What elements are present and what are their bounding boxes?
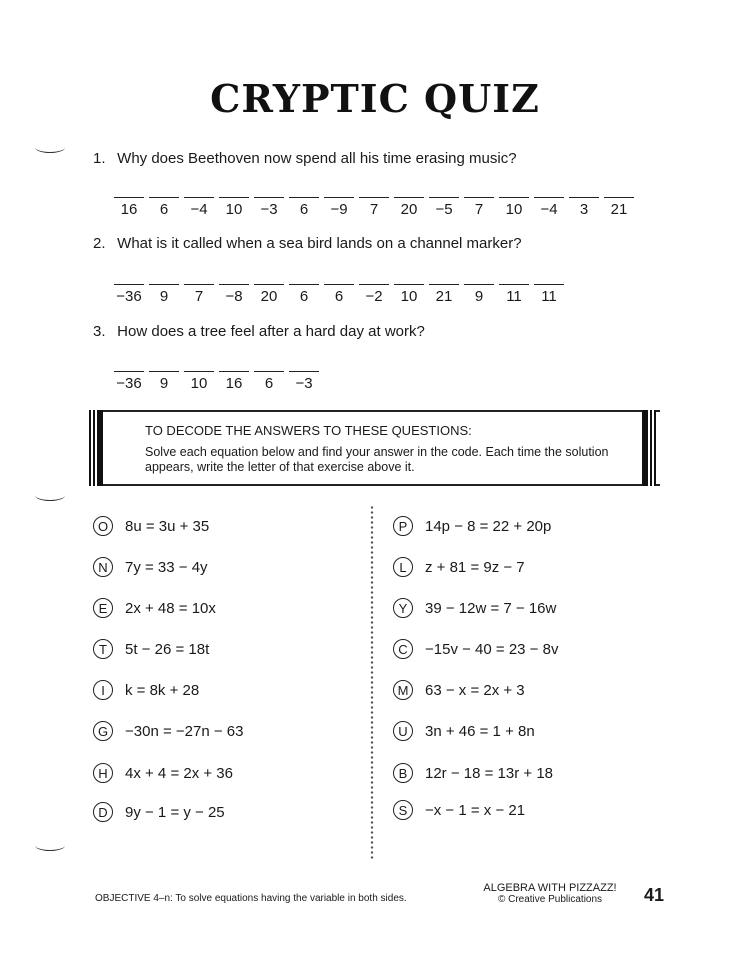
question-number: 1.	[93, 150, 106, 167]
letter-circle: C	[393, 639, 413, 659]
answer-blanks-2	[114, 284, 569, 305]
answer-blank[interactable]: −3	[254, 197, 284, 218]
equation: 2x + 48 = 10x	[125, 599, 216, 617]
exercise-G	[93, 721, 243, 741]
equation: k = 8k + 28	[125, 681, 200, 699]
box-border-bars-left	[89, 410, 107, 486]
equation: 9y − 1 = y − 25	[125, 803, 225, 821]
question-text: Why does Beethoven now spend all his time erasing music?	[117, 150, 517, 167]
answer-blank[interactable]: 6	[254, 371, 284, 392]
decode-heading: TO DECODE THE ANSWERS TO THESE QUESTIONS:	[145, 423, 472, 438]
question-3	[93, 323, 425, 340]
answer-blanks-3	[114, 371, 324, 392]
exercise-S	[393, 800, 525, 820]
exercise-D	[93, 802, 225, 822]
answer-blank[interactable]: 11	[499, 284, 529, 305]
question-text: How does a tree feel after a hard day at work?	[117, 323, 425, 340]
letter-circle: G	[93, 721, 113, 741]
answer-blank[interactable]: 6	[149, 197, 179, 218]
equation: −30n = −27n − 63	[125, 722, 244, 740]
equation: 8u = 3u + 35	[125, 517, 210, 535]
letter-circle: D	[93, 802, 113, 822]
answer-blank[interactable]: −8	[219, 284, 249, 305]
objective-text: OBJECTIVE 4–n: To solve equations having the variable in both sides.	[95, 893, 407, 904]
answer-blank[interactable]: −4	[534, 197, 564, 218]
column-divider	[370, 505, 374, 860]
answer-blank[interactable]: 21	[429, 284, 459, 305]
equation: −15v − 40 = 23 − 8v	[425, 640, 559, 658]
letter-circle: E	[93, 598, 113, 618]
decode-instructions-box	[89, 410, 660, 486]
exercise-E	[93, 598, 216, 618]
question-number: 2.	[93, 235, 106, 252]
answer-blank[interactable]: −3	[289, 371, 319, 392]
exercise-M	[393, 680, 525, 700]
equation: z + 81 = 9z − 7	[425, 558, 525, 576]
exercise-Y	[393, 598, 556, 618]
page-number: 41	[644, 885, 665, 905]
exercise-P	[393, 516, 551, 536]
answer-blank[interactable]: 10	[499, 197, 529, 218]
letter-circle: U	[393, 721, 413, 741]
answer-blank[interactable]: 6	[289, 284, 319, 305]
question-number: 3.	[93, 323, 106, 340]
answer-blank[interactable]: 9	[149, 371, 179, 392]
decode-instructions: Solve each equation below and find your answer in the code. Each time the solution appears, write the letter of that exercise above it.	[145, 445, 609, 474]
letter-circle: H	[93, 763, 113, 783]
letter-circle: P	[393, 516, 413, 536]
answer-blank[interactable]: 9	[149, 284, 179, 305]
answer-blank[interactable]: −9	[324, 197, 354, 218]
answer-blank[interactable]: 16	[114, 197, 144, 218]
letter-circle: O	[93, 516, 113, 536]
letter-circle: I	[93, 680, 113, 700]
copyright: © Creative Publications	[497, 894, 603, 905]
box-border-bars-right	[642, 410, 660, 486]
exercise-H	[93, 763, 233, 783]
equation: 39 − 12w = 7 − 16w	[425, 599, 557, 617]
punch-hole-mark-top	[35, 142, 65, 153]
answer-blank[interactable]: 11	[534, 284, 564, 305]
equation: 4x + 4 = 2x + 36	[125, 764, 233, 782]
exercise-I	[93, 680, 199, 700]
exercise-C	[393, 639, 558, 659]
book-title: ALGEBRA WITH PIZZAZZ!	[483, 882, 617, 894]
answer-blank[interactable]: −4	[184, 197, 214, 218]
answer-blank[interactable]: 10	[184, 371, 214, 392]
equation: 14p − 8 = 22 + 20p	[425, 517, 552, 535]
equation: 7y = 33 − 4y	[125, 558, 208, 576]
answer-blank[interactable]: 10	[219, 197, 249, 218]
question-2	[93, 235, 522, 252]
question-text: What is it called when a sea bird lands on a channel marker?	[117, 235, 522, 252]
answer-blank[interactable]: 7	[359, 197, 389, 218]
equation: 63 − x = 2x + 3	[425, 681, 525, 699]
equation: −x − 1 = x − 21	[425, 801, 526, 819]
exercise-B	[393, 763, 553, 783]
page-title: CRYPTIC QUIZ	[210, 76, 540, 121]
punch-hole-mark-bottom	[35, 840, 65, 851]
answer-blank[interactable]: 20	[394, 197, 424, 218]
answer-blank[interactable]: 9	[464, 284, 494, 305]
exercise-U	[393, 721, 535, 741]
question-1	[93, 150, 517, 167]
exercise-T	[93, 639, 209, 659]
letter-circle: M	[393, 680, 413, 700]
answer-blank[interactable]: −36	[114, 371, 144, 392]
answer-blank[interactable]: 7	[184, 284, 214, 305]
letter-circle: Y	[393, 598, 413, 618]
answer-blank[interactable]: 16	[219, 371, 249, 392]
exercise-N	[93, 557, 208, 577]
answer-blank[interactable]: −2	[359, 284, 389, 305]
letter-circle: B	[393, 763, 413, 783]
answer-blank[interactable]: 10	[394, 284, 424, 305]
letter-circle: L	[393, 557, 413, 577]
answer-blank[interactable]: 20	[254, 284, 284, 305]
equation: 12r − 18 = 13r + 18	[425, 764, 554, 782]
answer-blank[interactable]: 7	[464, 197, 494, 218]
exercise-L	[393, 557, 525, 577]
answer-blank[interactable]: −5	[429, 197, 459, 218]
punch-hole-mark-middle	[35, 490, 65, 501]
publisher-credit	[480, 882, 620, 905]
letter-circle: S	[393, 800, 413, 820]
letter-circle: N	[93, 557, 113, 577]
equation: 5t − 26 = 18t	[125, 640, 210, 658]
answer-blanks-1	[114, 197, 639, 218]
answer-blank[interactable]: 6	[324, 284, 354, 305]
exercise-O	[93, 516, 209, 536]
letter-circle: T	[93, 639, 113, 659]
equation: 3n + 46 = 1 + 8n	[425, 722, 535, 740]
answer-blank[interactable]: −36	[114, 284, 144, 305]
answer-blank[interactable]: 21	[604, 197, 634, 218]
answer-blank[interactable]: 3	[569, 197, 599, 218]
answer-blank[interactable]: 6	[289, 197, 319, 218]
